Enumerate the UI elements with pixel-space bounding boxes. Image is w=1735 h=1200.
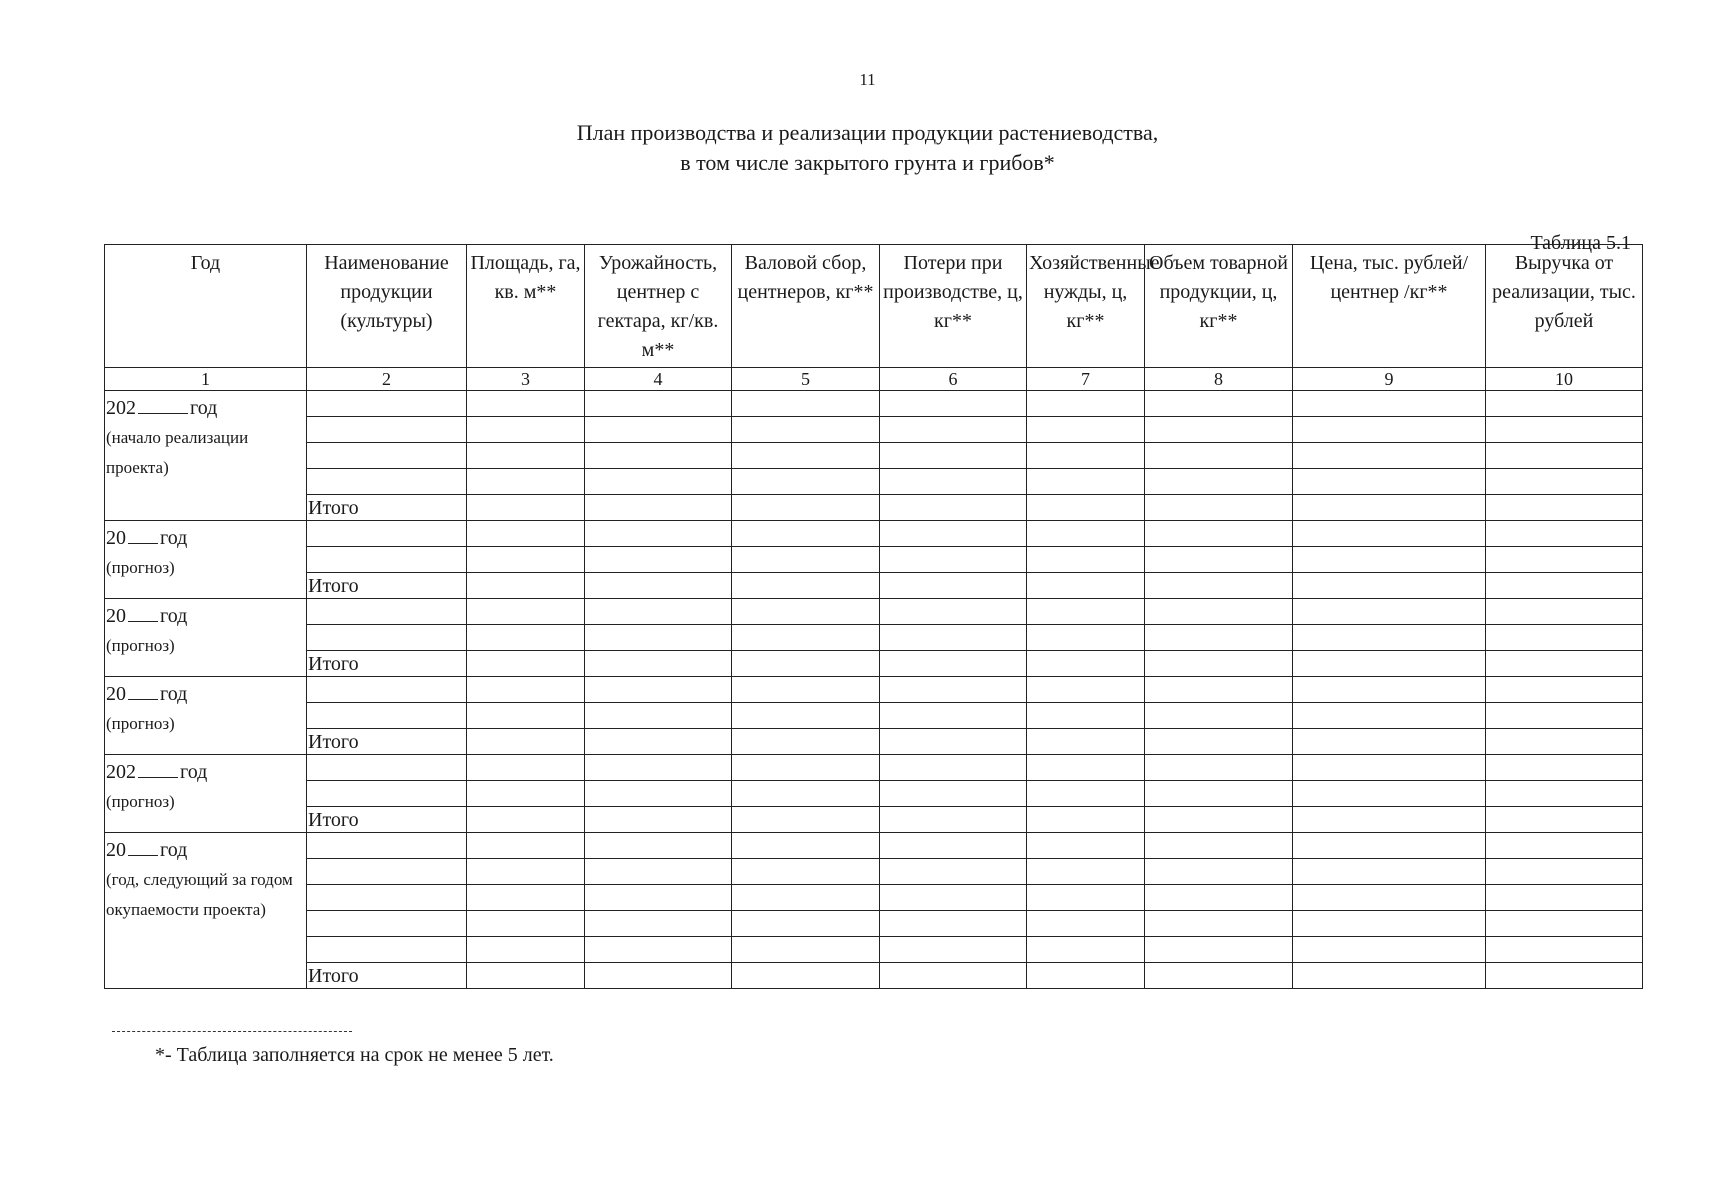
table-row xyxy=(105,677,1643,703)
footnote: *- Таблица заполняется на срок не менее 5 лет. xyxy=(155,1044,554,1066)
table-cell[interactable] xyxy=(1293,885,1486,911)
table-cell[interactable] xyxy=(732,911,880,937)
header-product-name: Наименование продукции (культуры) xyxy=(307,245,467,368)
table-cell[interactable] xyxy=(1293,599,1486,625)
year-fill-blank[interactable] xyxy=(128,681,158,700)
year-cell xyxy=(105,755,307,833)
table-cell[interactable] xyxy=(1486,625,1643,651)
year-note: (прогноз) xyxy=(106,636,175,655)
table-cell[interactable] xyxy=(1145,651,1293,677)
table-row xyxy=(105,885,1643,911)
table-cell[interactable] xyxy=(467,755,585,781)
year-label xyxy=(106,757,306,787)
table-row xyxy=(105,859,1643,885)
table-cell[interactable] xyxy=(732,833,880,859)
table-cell[interactable] xyxy=(467,495,585,521)
table-cell[interactable] xyxy=(1293,859,1486,885)
total-label: Итого xyxy=(307,807,467,833)
table-cell[interactable] xyxy=(307,599,467,625)
table-cell[interactable] xyxy=(467,729,585,755)
year-suffix: год xyxy=(160,839,188,861)
table-cell[interactable] xyxy=(585,391,732,417)
table-cell[interactable] xyxy=(1027,963,1145,989)
table-cell[interactable] xyxy=(1145,521,1293,547)
table-cell[interactable] xyxy=(1145,833,1293,859)
total-row xyxy=(105,651,1643,677)
table-cell[interactable] xyxy=(585,651,732,677)
table-cell[interactable] xyxy=(307,391,467,417)
table-cell[interactable] xyxy=(1486,911,1643,937)
table-cell[interactable] xyxy=(1027,573,1145,599)
table-cell[interactable] xyxy=(1145,755,1293,781)
table-cell[interactable] xyxy=(1027,807,1145,833)
table-cell[interactable] xyxy=(880,963,1027,989)
year-cell xyxy=(105,391,307,521)
table-cell[interactable] xyxy=(1293,833,1486,859)
table-cell[interactable] xyxy=(307,443,467,469)
table-cell[interactable] xyxy=(732,547,880,573)
table-cell[interactable] xyxy=(880,729,1027,755)
table-row xyxy=(105,833,1643,859)
table-cell[interactable] xyxy=(467,417,585,443)
table-cell[interactable] xyxy=(1293,625,1486,651)
table-cell[interactable] xyxy=(307,417,467,443)
table-cell[interactable] xyxy=(585,859,732,885)
year-note: (прогноз) xyxy=(106,792,175,811)
table-body xyxy=(105,391,1643,989)
column-number: 4 xyxy=(585,368,732,391)
table-cell[interactable] xyxy=(585,469,732,495)
table-cell[interactable] xyxy=(1027,859,1145,885)
table-cell[interactable] xyxy=(307,885,467,911)
table-cell[interactable] xyxy=(1145,625,1293,651)
table-cell[interactable] xyxy=(307,703,467,729)
table-row xyxy=(105,547,1643,573)
document-title xyxy=(0,118,1735,178)
table-cell[interactable] xyxy=(732,443,880,469)
table-cell[interactable] xyxy=(1145,781,1293,807)
header-revenue: Выручка от реализации, тыс. рублей xyxy=(1486,245,1643,368)
table-cell[interactable] xyxy=(1293,391,1486,417)
header-gross-harvest: Валовой сбор, центнеров, кг** xyxy=(732,245,880,368)
table-cell[interactable] xyxy=(1145,495,1293,521)
table-cell[interactable] xyxy=(732,651,880,677)
plan-table-container xyxy=(104,244,1642,989)
table-cell[interactable] xyxy=(732,521,880,547)
table-cell[interactable] xyxy=(1293,417,1486,443)
table-cell[interactable] xyxy=(467,651,585,677)
total-label: Итого xyxy=(307,963,467,989)
header-household-needs: Хозяйственные нужды, ц, кг** xyxy=(1027,245,1145,368)
table-cell[interactable] xyxy=(307,547,467,573)
table-cell[interactable] xyxy=(880,443,1027,469)
document-title-line-1: План производства и реализации продукции растениеводства, xyxy=(576,120,1159,145)
header-production-losses: Потери при производстве, ц, кг** xyxy=(880,245,1027,368)
table-cell[interactable] xyxy=(585,417,732,443)
table-cell[interactable] xyxy=(1486,573,1643,599)
table-cell[interactable] xyxy=(1486,417,1643,443)
column-number: 3 xyxy=(467,368,585,391)
table-cell[interactable] xyxy=(1145,417,1293,443)
table-cell[interactable] xyxy=(1145,859,1293,885)
header-commercial-volume: Объем товарной продукции, ц, кг** xyxy=(1145,245,1293,368)
total-label: Итого xyxy=(307,573,467,599)
table-cell[interactable] xyxy=(1293,963,1486,989)
table-cell[interactable] xyxy=(1145,391,1293,417)
table-cell[interactable] xyxy=(1027,781,1145,807)
table-cell[interactable] xyxy=(1293,495,1486,521)
table-cell[interactable] xyxy=(880,833,1027,859)
year-cell xyxy=(105,521,307,599)
table-cell[interactable] xyxy=(880,677,1027,703)
table-row xyxy=(105,937,1643,963)
header-yield: Урожайность, центнер с гектара, кг/кв. м** xyxy=(585,245,732,368)
table-cell[interactable] xyxy=(1027,417,1145,443)
table-cell[interactable] xyxy=(585,443,732,469)
table-cell[interactable] xyxy=(307,469,467,495)
table-cell[interactable] xyxy=(732,599,880,625)
year-prefix: 20 xyxy=(106,683,126,705)
table-cell[interactable] xyxy=(1486,755,1643,781)
column-number: 9 xyxy=(1293,368,1486,391)
year-fill-blank[interactable] xyxy=(128,525,158,544)
table-cell[interactable] xyxy=(585,547,732,573)
table-cell[interactable] xyxy=(1027,833,1145,859)
table-cell[interactable] xyxy=(1293,573,1486,599)
table-cell[interactable] xyxy=(1293,807,1486,833)
table-cell[interactable] xyxy=(1293,443,1486,469)
table-cell[interactable] xyxy=(880,911,1027,937)
year-label xyxy=(106,601,306,631)
table-cell[interactable] xyxy=(1293,677,1486,703)
table-row xyxy=(105,599,1643,625)
table-cell[interactable] xyxy=(467,859,585,885)
column-number: 6 xyxy=(880,368,1027,391)
table-cell[interactable] xyxy=(585,573,732,599)
table-cell[interactable] xyxy=(1486,599,1643,625)
table-cell[interactable] xyxy=(467,807,585,833)
table-cell[interactable] xyxy=(732,417,880,443)
table-cell[interactable] xyxy=(1486,469,1643,495)
year-cell xyxy=(105,677,307,755)
table-cell[interactable] xyxy=(732,573,880,599)
year-suffix: год xyxy=(190,397,218,419)
table-cell[interactable] xyxy=(1293,911,1486,937)
table-cell[interactable] xyxy=(1293,937,1486,963)
table-cell[interactable] xyxy=(467,599,585,625)
table-cell[interactable] xyxy=(1486,703,1643,729)
table-cell[interactable] xyxy=(1027,391,1145,417)
year-label xyxy=(106,679,306,709)
table-cell[interactable] xyxy=(585,833,732,859)
table-cell[interactable] xyxy=(585,625,732,651)
table-cell[interactable] xyxy=(467,547,585,573)
table-cell[interactable] xyxy=(467,469,585,495)
table-cell[interactable] xyxy=(1293,781,1486,807)
table-cell[interactable] xyxy=(1293,703,1486,729)
table-cell[interactable] xyxy=(467,703,585,729)
table-cell[interactable] xyxy=(585,729,732,755)
table-cell[interactable] xyxy=(880,625,1027,651)
table-cell[interactable] xyxy=(732,885,880,911)
table-cell[interactable] xyxy=(467,937,585,963)
table-cell[interactable] xyxy=(1486,547,1643,573)
table-cell[interactable] xyxy=(1027,677,1145,703)
table-cell[interactable] xyxy=(1486,833,1643,859)
table-cell[interactable] xyxy=(1145,573,1293,599)
table-cell[interactable] xyxy=(467,625,585,651)
table-cell[interactable] xyxy=(467,391,585,417)
table-cell[interactable] xyxy=(732,729,880,755)
table-cell[interactable] xyxy=(1293,755,1486,781)
table-cell[interactable] xyxy=(732,469,880,495)
table-cell[interactable] xyxy=(1486,521,1643,547)
table-cell[interactable] xyxy=(880,937,1027,963)
year-cell xyxy=(105,833,307,989)
table-cell[interactable] xyxy=(1486,781,1643,807)
total-label: Итого xyxy=(307,729,467,755)
table-cell[interactable] xyxy=(307,521,467,547)
year-note: (прогноз) xyxy=(106,714,175,733)
year-prefix: 20 xyxy=(106,605,126,627)
table-cell[interactable] xyxy=(1145,703,1293,729)
table-cell[interactable] xyxy=(1027,443,1145,469)
table-cell[interactable] xyxy=(1145,443,1293,469)
table-cell[interactable] xyxy=(307,677,467,703)
table-cell[interactable] xyxy=(467,573,585,599)
table-cell[interactable] xyxy=(585,495,732,521)
table-cell[interactable] xyxy=(1486,807,1643,833)
table-row xyxy=(105,443,1643,469)
table-cell[interactable] xyxy=(1145,547,1293,573)
table-cell[interactable] xyxy=(1145,885,1293,911)
total-row xyxy=(105,495,1643,521)
table-cell[interactable] xyxy=(585,963,732,989)
table-cell[interactable] xyxy=(1027,911,1145,937)
total-label: Итого xyxy=(307,651,467,677)
column-number-row xyxy=(105,368,1643,391)
table-cell[interactable] xyxy=(880,885,1027,911)
table-cell[interactable] xyxy=(732,625,880,651)
table-cell[interactable] xyxy=(1027,547,1145,573)
year-fill-blank[interactable] xyxy=(138,759,178,778)
table-cell[interactable] xyxy=(732,755,880,781)
table-cell[interactable] xyxy=(1027,729,1145,755)
table-cell[interactable] xyxy=(1293,521,1486,547)
table-cell[interactable] xyxy=(307,911,467,937)
table-cell[interactable] xyxy=(1293,729,1486,755)
table-cell[interactable] xyxy=(1027,521,1145,547)
table-cell[interactable] xyxy=(1486,859,1643,885)
table-cell[interactable] xyxy=(1027,599,1145,625)
table-row xyxy=(105,625,1643,651)
table-cell[interactable] xyxy=(1027,495,1145,521)
year-label xyxy=(106,835,306,865)
header-price: Цена, тыс. рублей/центнер /кг** xyxy=(1293,245,1486,368)
year-suffix: год xyxy=(180,761,208,783)
table-cell[interactable] xyxy=(1145,469,1293,495)
year-note: (начало реализации проекта) xyxy=(106,428,249,477)
table-cell[interactable] xyxy=(1486,391,1643,417)
table-cell[interactable] xyxy=(585,781,732,807)
year-prefix: 20 xyxy=(106,527,126,549)
document-title-line-2: в том числе закрытого грунта и грибов* xyxy=(680,150,1055,175)
table-cell[interactable] xyxy=(880,391,1027,417)
year-suffix: год xyxy=(160,605,188,627)
table-cell[interactable] xyxy=(880,573,1027,599)
header-year: Год xyxy=(105,245,307,368)
year-cell xyxy=(105,599,307,677)
table-cell[interactable] xyxy=(1145,677,1293,703)
table-cell[interactable] xyxy=(1145,729,1293,755)
table-row xyxy=(105,417,1643,443)
table-cell[interactable] xyxy=(307,937,467,963)
table-cell[interactable] xyxy=(880,781,1027,807)
table-cell[interactable] xyxy=(307,859,467,885)
table-cell[interactable] xyxy=(307,781,467,807)
total-row xyxy=(105,729,1643,755)
table-cell[interactable] xyxy=(732,677,880,703)
year-fill-blank[interactable] xyxy=(128,837,158,856)
header-row xyxy=(105,245,1643,368)
table-cell[interactable] xyxy=(732,781,880,807)
table-cell[interactable] xyxy=(1293,547,1486,573)
table-row xyxy=(105,521,1643,547)
table-cell[interactable] xyxy=(307,625,467,651)
table-cell[interactable] xyxy=(880,521,1027,547)
table-cell[interactable] xyxy=(467,963,585,989)
table-cell[interactable] xyxy=(880,469,1027,495)
table-cell[interactable] xyxy=(880,651,1027,677)
year-suffix: год xyxy=(160,683,188,705)
total-label: Итого xyxy=(307,495,467,521)
table-cell[interactable] xyxy=(1145,963,1293,989)
table-cell[interactable] xyxy=(1027,469,1145,495)
table-cell[interactable] xyxy=(1486,495,1643,521)
table-cell[interactable] xyxy=(732,937,880,963)
table-cell[interactable] xyxy=(1145,807,1293,833)
table-cell[interactable] xyxy=(732,703,880,729)
table-cell[interactable] xyxy=(307,755,467,781)
table-cell[interactable] xyxy=(467,521,585,547)
table-cell[interactable] xyxy=(467,781,585,807)
table-cell[interactable] xyxy=(467,885,585,911)
column-number: 8 xyxy=(1145,368,1293,391)
table-cell[interactable] xyxy=(1486,729,1643,755)
table-row xyxy=(105,391,1643,417)
year-note: (год, следующий за годом окупаемости проекта) xyxy=(106,870,293,919)
table-cell[interactable] xyxy=(1486,963,1643,989)
table-cell[interactable] xyxy=(732,807,880,833)
table-cell[interactable] xyxy=(1027,937,1145,963)
table-cell[interactable] xyxy=(467,833,585,859)
table-cell[interactable] xyxy=(467,443,585,469)
table-cell[interactable] xyxy=(585,911,732,937)
table-cell[interactable] xyxy=(732,859,880,885)
table-cell[interactable] xyxy=(1027,651,1145,677)
table-cell[interactable] xyxy=(880,417,1027,443)
table-cell[interactable] xyxy=(585,703,732,729)
table-cell[interactable] xyxy=(585,807,732,833)
table-cell[interactable] xyxy=(1145,937,1293,963)
table-cell[interactable] xyxy=(467,677,585,703)
production-plan-table xyxy=(104,244,1643,989)
column-number: 10 xyxy=(1486,368,1643,391)
table-cell[interactable] xyxy=(880,599,1027,625)
header-area: Площадь, га, кв. м** xyxy=(467,245,585,368)
year-fill-blank[interactable] xyxy=(138,395,188,414)
table-cell[interactable] xyxy=(585,937,732,963)
year-fill-blank[interactable] xyxy=(128,603,158,622)
year-label xyxy=(106,393,306,423)
table-cell[interactable] xyxy=(1027,885,1145,911)
table-cell[interactable] xyxy=(880,703,1027,729)
table-cell[interactable] xyxy=(1486,651,1643,677)
table-cell[interactable] xyxy=(732,495,880,521)
table-row xyxy=(105,911,1643,937)
table-cell[interactable] xyxy=(732,391,880,417)
column-number: 5 xyxy=(732,368,880,391)
table-row xyxy=(105,469,1643,495)
table-cell[interactable] xyxy=(1486,885,1643,911)
total-row xyxy=(105,573,1643,599)
table-cell[interactable] xyxy=(1486,677,1643,703)
table-cell[interactable] xyxy=(732,963,880,989)
page-number: 11 xyxy=(859,70,876,89)
table-cell[interactable] xyxy=(1486,937,1643,963)
table-cell[interactable] xyxy=(1145,911,1293,937)
table-cell[interactable] xyxy=(1293,469,1486,495)
table-cell[interactable] xyxy=(1486,443,1643,469)
table-cell[interactable] xyxy=(880,807,1027,833)
total-row xyxy=(105,807,1643,833)
table-cell[interactable] xyxy=(880,495,1027,521)
table-cell[interactable] xyxy=(880,859,1027,885)
table-cell[interactable] xyxy=(307,833,467,859)
table-cell[interactable] xyxy=(585,677,732,703)
table-cell[interactable] xyxy=(1027,625,1145,651)
table-row xyxy=(105,703,1643,729)
year-note: (прогноз) xyxy=(106,558,175,577)
column-number: 2 xyxy=(307,368,467,391)
table-cell[interactable] xyxy=(880,547,1027,573)
table-cell[interactable] xyxy=(467,911,585,937)
year-label xyxy=(106,523,306,553)
table-cell[interactable] xyxy=(1145,599,1293,625)
total-row xyxy=(105,963,1643,989)
table-row xyxy=(105,781,1643,807)
year-prefix: 202 xyxy=(106,761,136,783)
year-prefix: 202 xyxy=(106,397,136,419)
column-number: 1 xyxy=(105,368,307,391)
table-cell[interactable] xyxy=(1027,703,1145,729)
year-prefix: 20 xyxy=(106,839,126,861)
table-cell[interactable] xyxy=(880,755,1027,781)
footnote-divider xyxy=(112,1031,352,1032)
table-cell[interactable] xyxy=(585,521,732,547)
year-suffix: год xyxy=(160,527,188,549)
table-row xyxy=(105,755,1643,781)
column-number: 7 xyxy=(1027,368,1145,391)
table-cell[interactable] xyxy=(585,755,732,781)
table-cell[interactable] xyxy=(585,599,732,625)
table-cell[interactable] xyxy=(1293,651,1486,677)
table-label: Таблица 5.1 xyxy=(1530,232,1631,254)
table-cell[interactable] xyxy=(1027,755,1145,781)
table-cell[interactable] xyxy=(585,885,732,911)
